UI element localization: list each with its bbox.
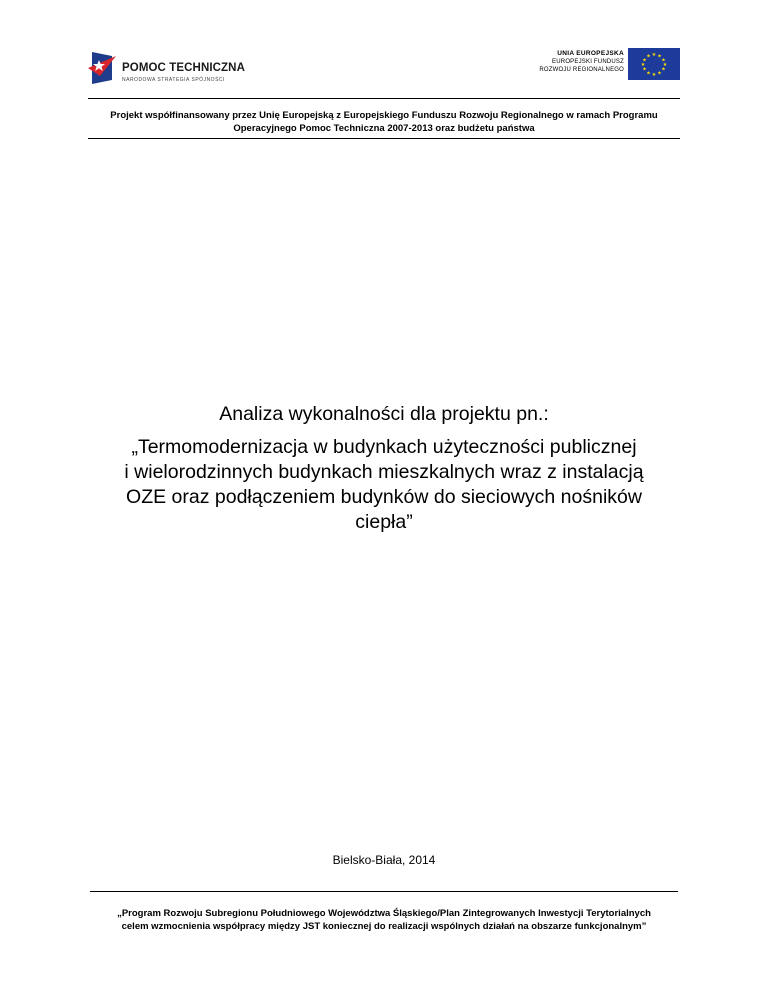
svg-text:★: ★	[662, 62, 668, 68]
header-top-rule	[88, 98, 680, 99]
cofinancing-note-line2: Operacyjnego Pomoc Techniczna 2007-2013 oraz budżetu państwa	[233, 123, 535, 134]
title-line2: i wielorodzinnych budynkach mieszkalnych wraz z instalacją	[124, 461, 644, 483]
svg-text:★: ★	[657, 53, 662, 60]
svg-text:★: ★	[646, 70, 651, 77]
eu-logo-line3: ROZWOJU REGIONALNEGO	[539, 67, 624, 73]
svg-text:★: ★	[642, 66, 647, 73]
title-line1: „Termomodernizacja w budynkach użyteczności publicznej	[131, 436, 637, 458]
svg-text:★: ★	[657, 70, 662, 77]
pomoc-techniczna-logo	[86, 46, 246, 90]
svg-text:★: ★	[651, 72, 657, 78]
title-line4: ciepła”	[355, 511, 413, 533]
place-and-date: Bielsko-Biała, 2014	[332, 853, 436, 867]
footer-note-line1: „Program Rozwoju Subregionu Południowego Województwa Śląskiego/Plan Zintegrowanych Inwestycji Terytorialnych	[117, 908, 651, 919]
svg-text:★: ★	[661, 66, 666, 73]
document-title	[84, 402, 684, 535]
eu-logo	[508, 46, 680, 82]
footer-program-note	[70, 907, 698, 933]
pomoc-techniczna-emblem-icon	[86, 46, 122, 86]
pomoc-techniczna-tagline: NARODOWA STRATEGIA SPÓJNOŚCI	[122, 77, 225, 83]
title-line3: OZE oraz podłączeniem budynków do sieciowych nośników	[126, 486, 642, 508]
svg-text:★: ★	[646, 53, 651, 60]
pomoc-techniczna-name: POMOC TECHNICZNA	[122, 62, 245, 74]
footer-note-line2: celem wzmocnienia współpracy między JST koniecznej do realizacji wspólnych działań na obszarze funkcjonalnym”	[121, 921, 647, 932]
svg-text:★: ★	[651, 52, 657, 58]
eu-logo-line1: UNIA EUROPEJSKA	[557, 50, 624, 57]
svg-text:★: ★	[640, 62, 646, 68]
footer-rule	[90, 891, 678, 892]
svg-text:★: ★	[642, 57, 647, 64]
cofinancing-note-line1: Projekt współfinansowany przez Unię Europejską z Europejskiego Funduszu Rozwoju Regionalnego w ramach Programu	[110, 110, 658, 121]
cofinancing-note	[60, 109, 708, 135]
eu-flag-icon	[628, 48, 680, 80]
eu-logo-line2: EUROPEJSKI FUNDUSZ	[552, 59, 624, 65]
eu-logo-text	[539, 50, 624, 74]
svg-text:★: ★	[661, 57, 666, 64]
header-bottom-rule	[88, 138, 680, 139]
title-lead: Analiza wykonalności dla projektu pn.:	[219, 403, 549, 425]
